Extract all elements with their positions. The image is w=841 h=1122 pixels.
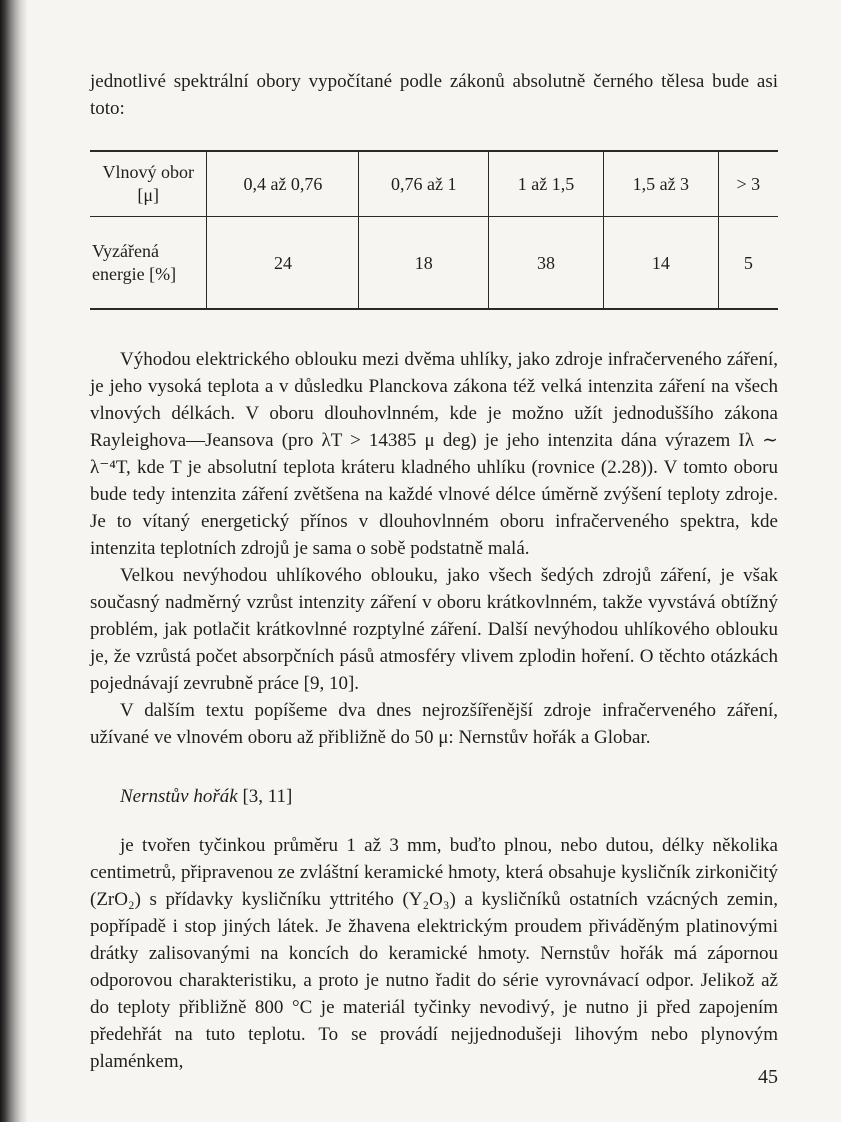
intro-paragraph: jednotlivé spektrální obory vypočítané podle zákonů absolutně černého tělesa bude asi toto: [90, 71, 778, 119]
paragraph-advantages: Výhodou elektrického oblouku mezi dvěma uhlíky, jako zdroje infračerveného záření, je jeho vysoká teplota a v důsledku Planckova zákona též velká intenzita záření na všech vlnových délkách. V oboru dlouhovlnném, kde je možno užít jednoduššího zákona Rayleighova—Jeansova (pro λT > 14385 μ deg) je jeho intenzita dána výrazem Iλ ∼ λ⁻⁴T, kde T je absolutní teplota kráteru kladného uhlíku (rovnice (2.28)). V tomto oboru bude tedy intenzita záření zvětšena na každé vlnové délce úměrně zvýšení teploty zdroje. Je to vítaný energetický přínos v dlouhovlnném oboru infračerveného spektra, kde intenzita teplotních zdrojů je sama o sobě podstatně malá. [90, 349, 778, 559]
paragraph-disadvantages: Velkou nevýhodou uhlíkového oblouku, jako všech šedých zdrojů záření, je však současný nadměrný vzrůst intenzity záření v oboru krátkovlnném, takže vyvstává obtížný problém, jak potlačit krátkovlnné rozptylné záření. Další nevýhodou uhlíkového oblouku je, že vzrůstá počet absorpčních pásů atmosféry vlivem zplodin hoření. O těchto otázkách pojednávají zevrubně práce [9, 10]. [90, 565, 778, 694]
table-header-cell: 1,5 až 3 [603, 151, 718, 217]
section-reference: [3, 11] [242, 786, 293, 807]
section-heading-nernst [90, 783, 778, 810]
energy-table [90, 150, 778, 310]
table-header-cell: 0,76 až 1 [359, 151, 489, 217]
table-header-row [90, 151, 778, 217]
table-row-label: Vyzářená energie [%] [92, 241, 177, 284]
page-number: 45 [758, 1066, 778, 1088]
paragraph-nernst-body: je tvořen tyčinkou průměru 1 až 3 mm, buďto plnou, nebo dutou, délky několika centimetrů, připravenou ze zvláštní keramické hmoty, která obsahuje kysličník zirkoničitý (ZrO₂) s přídavky kysličníku yttritého (Y₂O₃) a kysličníků ostatních vzácných zemin, popřípadě i stop jiných látek. Je žhavena elektrickým proudem přiváděným platinovými drátky zalisovanými na koncích do keramické hmoty. Nernstův hořák má zápornou odporovou charakteristiku, a proto je nutno řadit do série vyrovnávací odpor. Jelikož až do teploty přibližně 800 °C je materiál tyčinky nevodivý, je nutno ji před zapojením předehřát na tuto teplotu. To se provádí nejjednodušeji lihovým nebo plynovým plaménkem, [90, 835, 778, 1072]
binding-edge [0, 0, 30, 1122]
page-content [90, 68, 778, 1075]
table-value-row [90, 217, 778, 310]
table-value-cell: 14 [603, 217, 718, 310]
table-value-cell: 5 [718, 217, 778, 310]
table-value-cell: 24 [207, 217, 359, 310]
table-value-cell: 18 [359, 217, 489, 310]
section-title: Nernstův hořák [120, 786, 238, 807]
paragraph-sources-intro: V dalším textu popíšeme dva dnes nejrozšířenější zdroje infračerveného záření, užívané ve vlnovém oboru až přibližně do 50 μ: Nernstův hořák a Globar. [90, 700, 778, 748]
table-header-cell: 1 až 1,5 [489, 151, 604, 217]
table-value-cell: 38 [489, 217, 604, 310]
table-header-cell: 0,4 až 0,76 [207, 151, 359, 217]
table-header-cell: > 3 [718, 151, 778, 217]
table-header-label: Vlnový obor [μ] [90, 151, 207, 217]
